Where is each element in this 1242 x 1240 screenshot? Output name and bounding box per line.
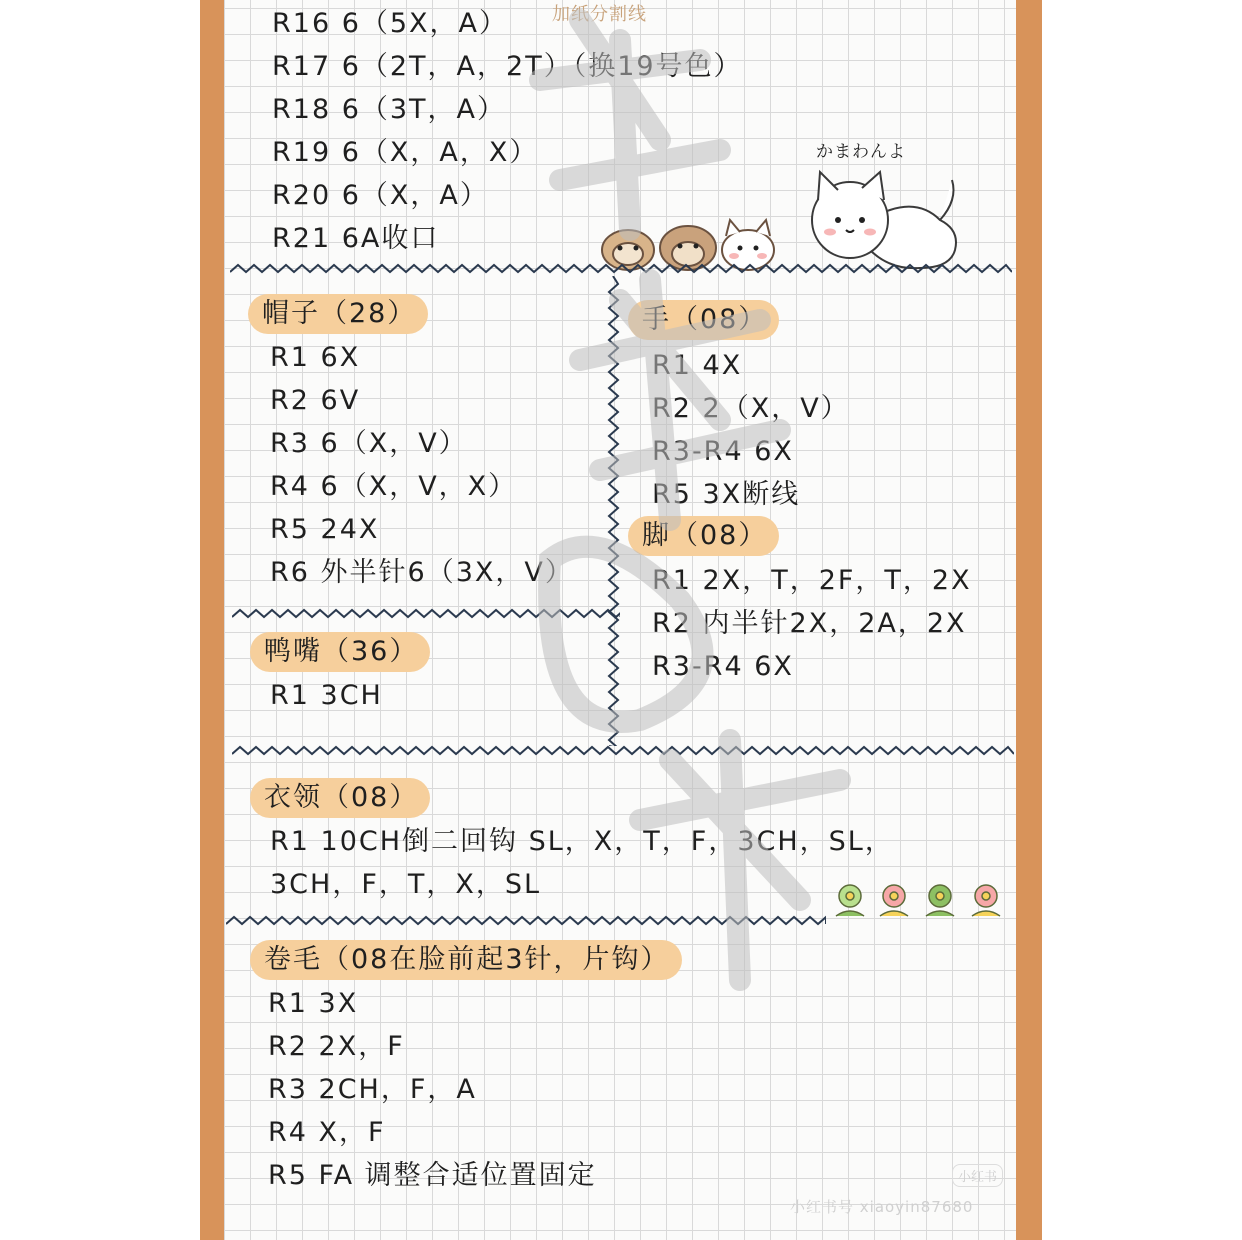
notebook-frame-right	[1016, 0, 1042, 1240]
pattern-row: R1 2X，T，2F，T，2X	[652, 565, 972, 596]
pattern-row: R2 2X，F	[268, 1031, 405, 1062]
footer-badge: 小红书	[952, 1164, 1003, 1187]
pattern-row: R16 6（5X，A）	[272, 8, 509, 39]
pattern-row: R4 X，F	[268, 1117, 386, 1148]
zigzag-divider	[230, 262, 1012, 276]
pattern-row: R5 3X断线	[652, 479, 801, 510]
zigzag-divider	[226, 914, 826, 928]
pattern-row: R1 6X	[270, 342, 361, 373]
pattern-row: R19 6（X，A，X）	[272, 137, 539, 168]
zigzag-divider	[232, 744, 1014, 758]
pattern-row: R2 6V	[270, 385, 361, 416]
curl-section-title: 卷毛（08在脸前起3针，片钩）	[250, 940, 682, 980]
cat-caption: かまわんよ	[816, 142, 906, 162]
pattern-row: R5 FA 调整合适位置固定	[268, 1160, 597, 1191]
pattern-row: R20 6（X，A）	[272, 180, 489, 211]
pattern-row: R18 6（3T，A）	[272, 94, 507, 125]
divider-note: 加纸分割线	[552, 4, 647, 25]
collar-section-title: 衣领（08）	[250, 778, 430, 818]
pattern-row: R17 6（2T，A，2T）（换19号色）	[272, 51, 743, 82]
pattern-row: R4 6（X，V，X）	[270, 471, 518, 502]
notebook-frame-left	[200, 0, 224, 1240]
pattern-row: R2 2（X，V）	[652, 393, 850, 424]
hand-section-title: 手（08）	[628, 300, 779, 340]
pattern-row: R1 4X	[652, 350, 743, 381]
zigzag-divider	[232, 607, 620, 621]
flowers-sticker	[826, 878, 1010, 924]
hat-section-title: 帽子（28）	[248, 294, 428, 334]
pattern-row: R3-R4 6X	[652, 436, 794, 467]
pattern-row: R3 6（X，V）	[270, 428, 468, 459]
pattern-row: R21 6A收口	[272, 223, 440, 254]
pattern-row: R3-R4 6X	[652, 651, 794, 682]
pattern-row: R1 3X	[268, 988, 359, 1019]
foot-section-title: 脚（08）	[628, 516, 779, 556]
footer-watermark: 小红书号 xiaoyin87680	[790, 1198, 974, 1216]
pattern-row: 3CH，F，T，X，SL	[270, 869, 542, 900]
pattern-row: R1 10CH倒二回钩 SL，X，T，F，3CH，SL，	[270, 826, 894, 857]
pattern-row: R5 24X	[270, 514, 380, 545]
pattern-row: R6 外半针6（3X，V）	[270, 557, 574, 588]
pattern-row: R1 3CH	[270, 680, 383, 711]
pattern-row: R3 2CH，F，A	[268, 1074, 477, 1105]
pattern-row: R2 内半针2X，2A，2X	[652, 608, 967, 639]
beak-section-title: 鸭嘴（36）	[250, 632, 430, 672]
vertical-zigzag-divider	[606, 276, 620, 746]
